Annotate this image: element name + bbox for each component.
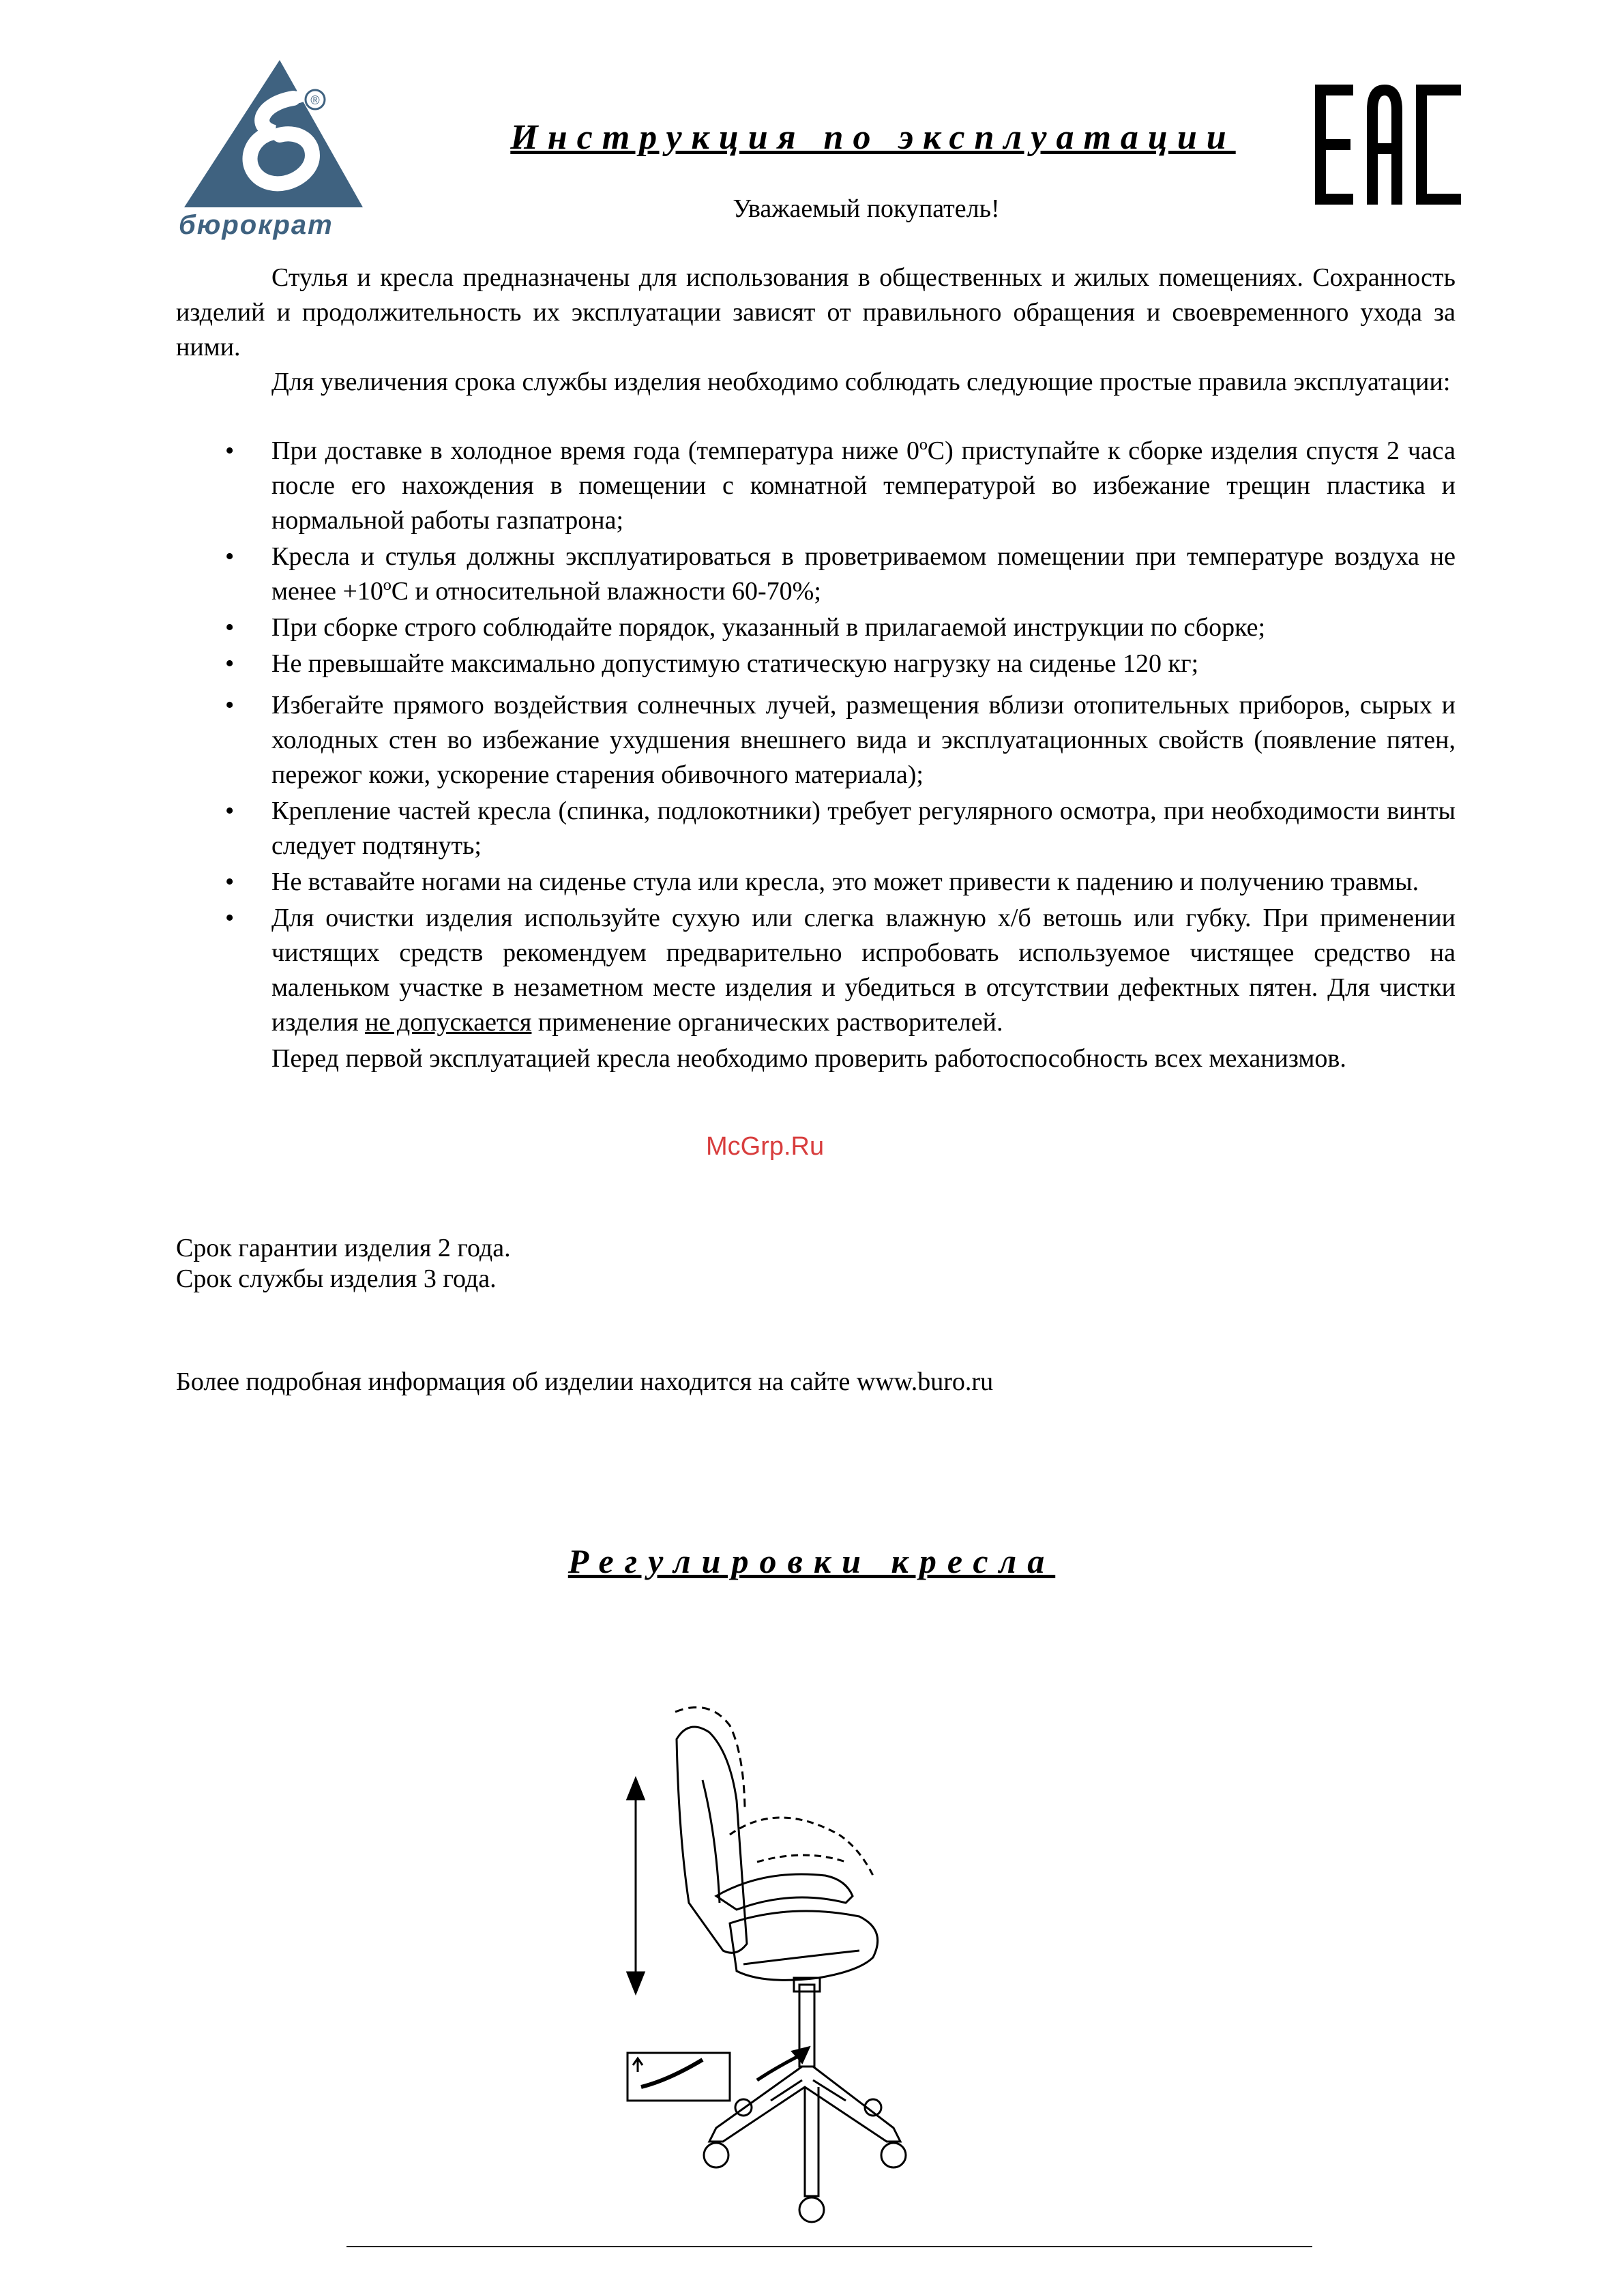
underlined-warning: не допускается [365, 1008, 532, 1037]
intro-paragraph-2: Для увеличения срока службы изделия необходимо соблюдать следующие простые правила эксплуатации: [271, 368, 1451, 396]
more-info-text: Более подробная информация об изделии находится на сайте www.buro.ru [176, 1367, 994, 1396]
list-item: • Крепление частей кресла (спинка, подлокотники) требует регулярного осмотра, при необходимости винты следует подтянуть; [225, 797, 1456, 860]
list-item: • При доставке в холодное время года (температура ниже 0ºС) приступайте к сборке изделия спустя 2 часа после его нахождения в помещении с комнатной температурой во избежание трещин пластика и нормальной работы газпатрона; [225, 436, 1456, 535]
section-title: Регулировки кресла [567, 1542, 1056, 1580]
registered-mark: ® [310, 93, 320, 107]
list-item: • При сборке строго соблюдайте порядок, указанный в прилагаемой инструкции по сборке; [225, 613, 1266, 642]
logo-text: бюрократ [179, 210, 334, 240]
list-item: • Кресла и стулья должны эксплуатироваться в проветриваемом помещении при температуре воздуха не менее +10ºС и относительной влажности 60-70%; [225, 542, 1456, 606]
list-item: • Не превышайте максимально допустимую статическую нагрузку на сиденье 120 кг; [225, 649, 1199, 678]
check-note: Перед первой эксплуатацией кресла необходимо проверить работоспособность всех механизмов. [271, 1044, 1346, 1073]
list-item: • Избегайте прямого воздействия солнечных лучей, размещения вблизи отопительных приборов, сырых и холодных стен во избежание ухудшения внешнего вида и эксплуатационных свойств (появление пятен, пережог кожи, ускорение старения обивочного материала); [225, 691, 1456, 789]
warranty-text: Срок гарантии изделия 2 года. [176, 1234, 511, 1262]
list-item-cleaning: • Для очистки изделия используйте сухую или слегка влажную х/б ветошь или губку. При применении чистящих средств рекомендуем предварительно испробовать используемое чистящее средство на маленьком участке в незаметном месте изделия и убедиться в отсутствии дефектных пятен. Для чистки изделия не допускается применение органических растворителей. [225, 904, 1456, 1037]
greeting: Уважаемый покупатель! [733, 194, 1000, 223]
service-life-text: Срок службы изделия 3 года. [176, 1264, 497, 1293]
intro-paragraph-1: Стулья и кресла предназначены для использования в общественных и жилых помещениях. Сохранность изделий и продолжительность их эксплуатации зависят от правильного обращения и своевременного ухода за ними. [176, 263, 1456, 361]
chair-adjustment-diagram-icon [600, 1698, 982, 2285]
rules-list [176, 434, 1456, 1078]
bottom-divider [346, 2246, 1312, 2247]
eac-certification-icon [1310, 83, 1466, 206]
height-arrow-icon [628, 1779, 644, 1993]
list-item: • Не вставайте ногами на сиденье стула или кресла, это может привести к падению и получению травмы. [225, 868, 1419, 896]
page-title: Инструкция по эксплуатации [510, 118, 1236, 157]
gas-lift-lever-icon [628, 2053, 730, 2101]
watermark: McGrp.Ru [706, 1132, 825, 1161]
